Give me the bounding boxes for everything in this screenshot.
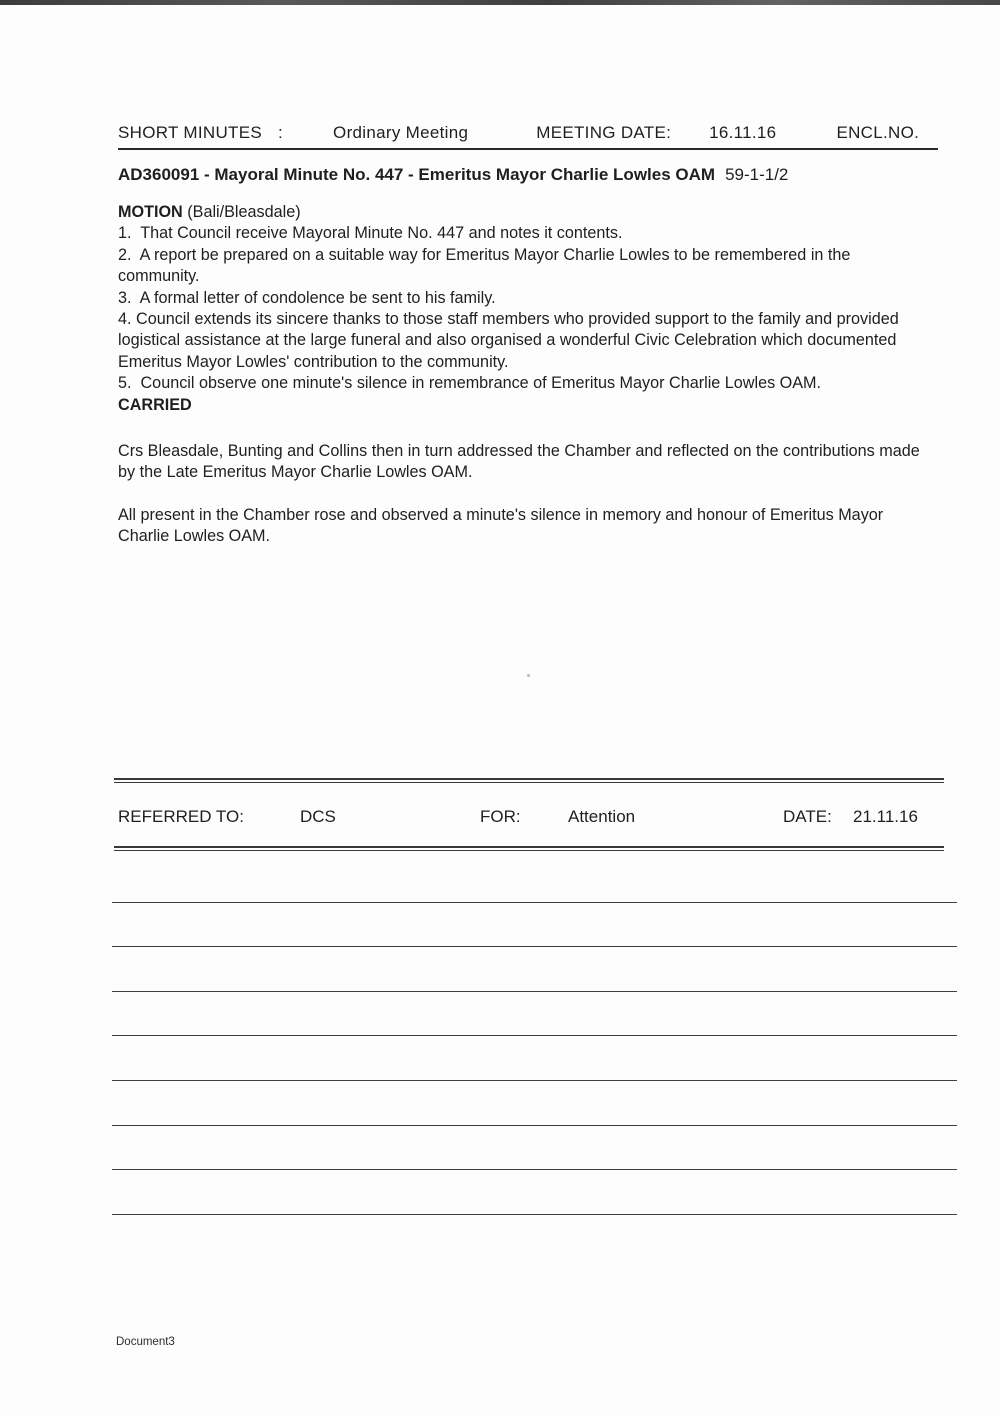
blank-line — [112, 858, 957, 903]
referred-to-value: DCS — [300, 807, 336, 826]
scan-speckle — [527, 674, 530, 677]
blank-line — [112, 903, 957, 948]
date-value: 21.11.16 — [853, 807, 918, 826]
motion-block — [118, 202, 933, 416]
meeting-date-label: MEETING DATE: — [536, 123, 672, 142]
minutes-header — [118, 123, 938, 150]
encl-no-label: ENCL.NO. — [836, 123, 920, 142]
blank-line — [112, 947, 957, 992]
referral-row — [114, 783, 944, 846]
narrative-paragraph: Crs Bleasdale, Bunting and Collins then in turn addressed the Chamber and reflected on the contributions made by the Late Emeritus Mayor Charlie Lowles OAM. — [118, 442, 920, 482]
blank-line — [112, 992, 957, 1037]
short-minutes-label: SHORT MINUTES — [118, 123, 263, 142]
motion-item-1: 1. That Council receive Mayoral Minute No. 447 and notes it contents. — [118, 224, 623, 243]
motion-item-5: 5. Council observe one minute's silence in remembrance of Emeritus Mayor Charlie Lowles OAM. — [118, 374, 822, 393]
motion-heading: MOTION — [118, 203, 183, 221]
footer-document-name: Document3 — [116, 1336, 175, 1348]
for-label: FOR: — [480, 807, 521, 826]
date-label: DATE: — [783, 807, 832, 826]
motion-item-2: 2. A report be prepared on a suitable way for Emeritus Mayor Charlie Lowles to be remembered in the community. — [118, 245, 855, 286]
blank-line — [112, 1036, 957, 1081]
referred-to-label: REFERRED TO: — [118, 807, 244, 826]
file-reference: 59-1-1/2 — [725, 165, 789, 184]
meeting-date-value: 16.11.16 — [709, 123, 777, 142]
meeting-type: Ordinary Meeting — [333, 123, 469, 142]
handwriting-lines — [112, 858, 957, 1215]
motion-result: CARRIED — [118, 395, 192, 414]
header-separator: : — [278, 123, 284, 142]
subject-line — [118, 165, 788, 185]
narrative-paragraph: All present in the Chamber rose and observed a minute's silence in memory and honour of Emeritus Mayor Charlie Lowles OAM. — [118, 506, 884, 546]
motion-head-line — [118, 202, 933, 223]
blank-line — [112, 1170, 957, 1215]
double-rule-bottom — [114, 846, 944, 851]
motion-item-4: 4. Council extends its sincere thanks to those staff members who provided support to the family and provided logistical assistance at the large funeral and also organised a wonderful Civic Celebration which documented Emeritus Mayor Lowles' contribution to the community. — [118, 310, 904, 371]
scan-edge-artifact — [0, 0, 1000, 5]
motion-item-3: 3. A formal letter of condolence be sent to his family. — [118, 288, 496, 307]
subject-title: AD360091 - Mayoral Minute No. 447 - Emeritus Mayor Charlie Lowles OAM — [118, 165, 716, 184]
referral-section — [114, 778, 944, 851]
for-value: Attention — [568, 807, 636, 826]
blank-line — [112, 1126, 957, 1171]
blank-line — [112, 1081, 957, 1126]
motion-movers: (Bali/Bleasdale) — [187, 203, 301, 221]
